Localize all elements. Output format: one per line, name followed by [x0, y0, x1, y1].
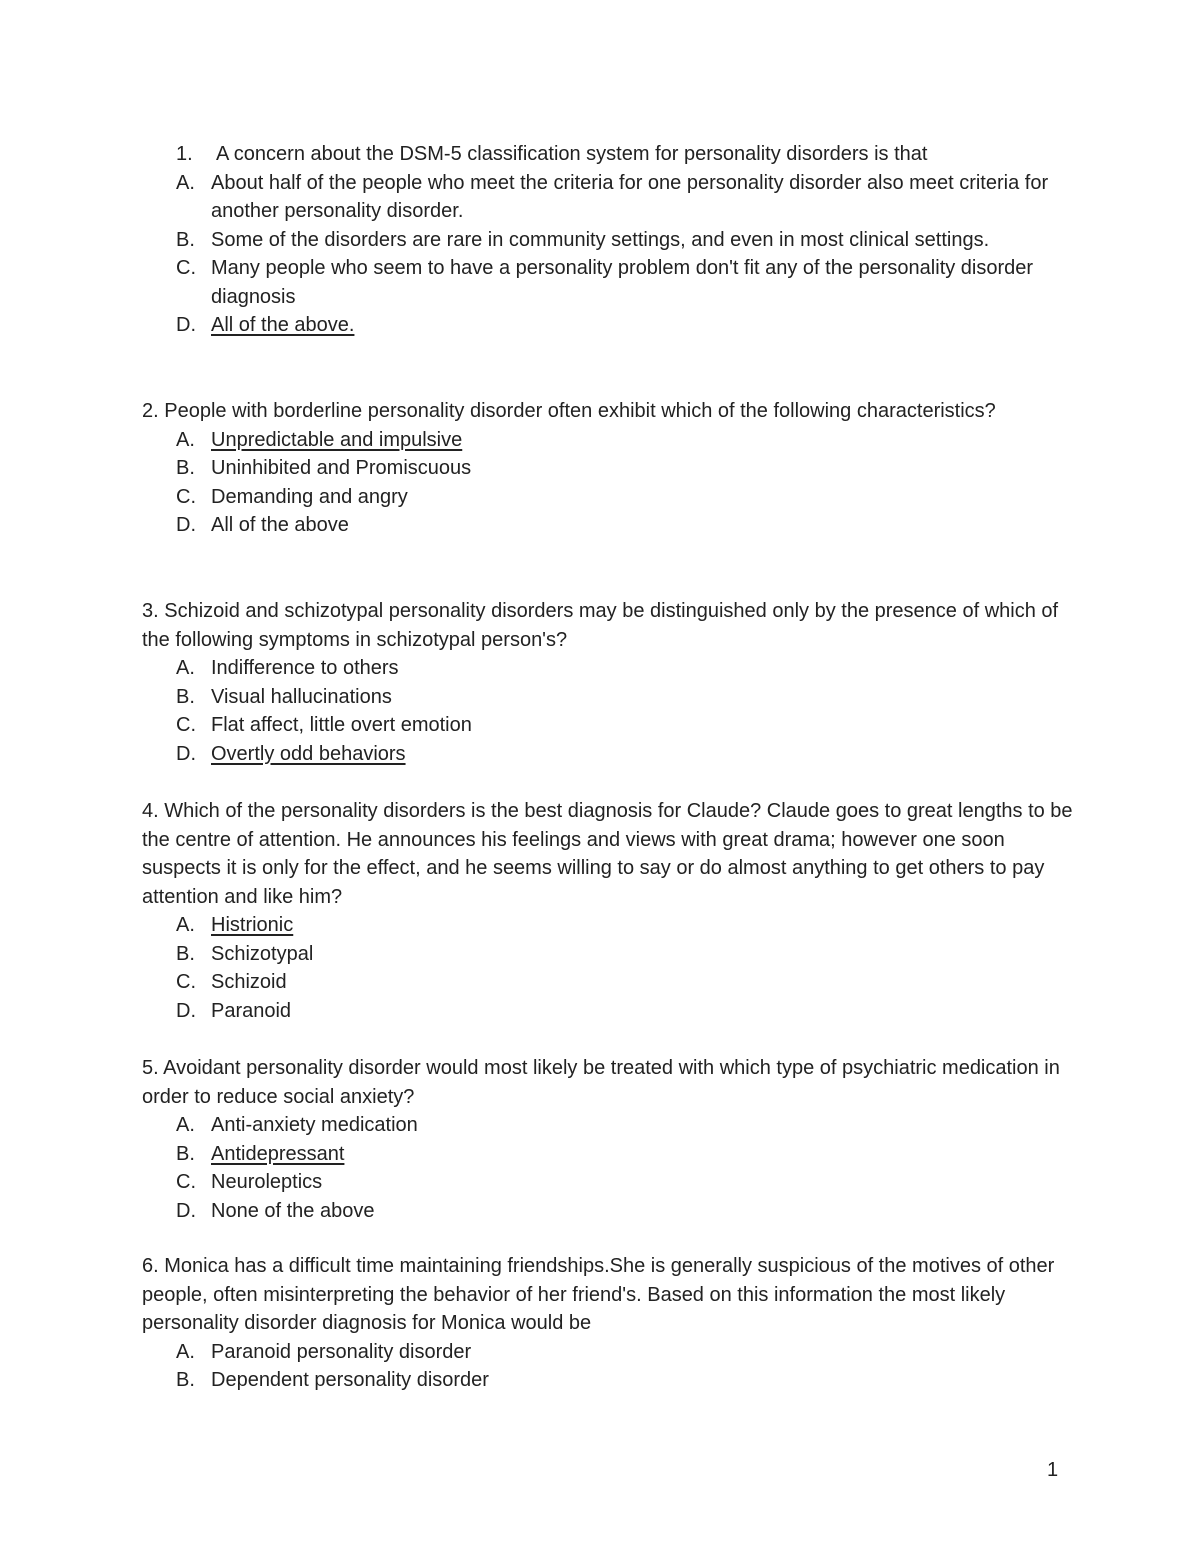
- option-letter: B.: [176, 1142, 195, 1165]
- option-text: Paranoid: [211, 999, 292, 1022]
- option-letter: A.: [176, 428, 195, 451]
- option-text-answer: Unpredictable and impulsive: [211, 428, 463, 451]
- question-3-option-a: [142, 654, 1082, 683]
- option-text-answer: Antidepressant: [211, 1142, 345, 1165]
- option-text: Schizoid: [211, 971, 287, 993]
- question-3-options: [142, 654, 1082, 768]
- option-text-answer: Histrionic: [211, 914, 294, 936]
- option-letter: B.: [176, 1369, 195, 1391]
- option-letter: A.: [176, 914, 195, 936]
- question-4-option-b: [142, 940, 1082, 969]
- question-2: [142, 397, 1082, 540]
- option-letter: D.: [176, 1199, 196, 1222]
- question-6-options: [142, 1338, 1082, 1395]
- option-letter: A.: [176, 1340, 195, 1363]
- question-2-option-a: [142, 426, 1082, 455]
- option-text: Uninhibited and Promiscuous: [211, 457, 472, 479]
- question-5-option-a: [142, 1111, 1082, 1140]
- option-text: Schizotypal: [211, 942, 314, 965]
- question-1: [142, 140, 1082, 340]
- question-2-option-d: [142, 511, 1082, 540]
- question-6-text: 6. Monica has a difficult time maintaining friendships.She is generally suspicious of the motives of other people, often misinterpreting the behavior of her friend's. Based on this information the most likely personality disorder diagnosis for Monica would be: [142, 1255, 1055, 1334]
- option-letter: D.: [176, 514, 196, 536]
- option-text: Some of the disorders are rare in community settings, and even in most clinical settings.: [211, 228, 990, 251]
- question-1-option-d: [142, 311, 1082, 340]
- question-4-text: 4. Which of the personality disorders is the best diagnosis for Claude? Claude goes to great lengths to be the centre of attention. He announces his feelings and views with great drama; however one soon suspects it is only for the effect, and he seems willing to say or do almost anything to get others to pay attention and like him?: [142, 800, 1073, 908]
- question-2-option-b: [142, 454, 1082, 483]
- option-text-answer: Overtly odd behaviors: [211, 742, 406, 765]
- option-text: Dependent personality disorder: [211, 1369, 489, 1391]
- question-1-number: 1.: [176, 143, 193, 165]
- question-4-options: [142, 911, 1082, 1025]
- option-text: Many people who seem to have a personality problem don't fit any of the personality disorder diagnosis: [211, 257, 1034, 308]
- question-5: [142, 1054, 1082, 1225]
- page-number: 1: [1047, 1459, 1059, 1481]
- option-text: Paranoid personality disorder: [211, 1340, 472, 1363]
- question-1-option-c: [142, 254, 1082, 311]
- question-1-text: A concern about the DSM-5 classification system for personality disorders is that: [216, 143, 928, 165]
- question-3: [142, 597, 1082, 768]
- question-4-option-d: [142, 997, 1082, 1026]
- option-letter: C.: [176, 1171, 196, 1193]
- option-letter: A.: [176, 657, 195, 679]
- option-text: Flat affect, little overt emotion: [211, 714, 472, 736]
- option-letter: D.: [176, 999, 196, 1022]
- question-5-option-d: [142, 1197, 1082, 1226]
- option-letter: C.: [176, 971, 196, 993]
- question-3-option-b: [142, 683, 1082, 712]
- question-4: [142, 797, 1082, 1025]
- question-5-text: 5. Avoidant personality disorder would most likely be treated with which type of psychiatric medication in order to reduce social anxiety?: [142, 1057, 1060, 1108]
- question-5-option-c: [142, 1168, 1082, 1197]
- question-3-option-c: [142, 711, 1082, 740]
- question-1-option-a: [142, 169, 1082, 226]
- question-3-option-d: [142, 740, 1082, 769]
- question-1-stem: [142, 140, 1082, 169]
- question-5-options: [142, 1111, 1082, 1225]
- option-text: Indifference to others: [211, 657, 399, 679]
- question-2-text: 2. People with borderline personality disorder often exhibit which of the following characteristics?: [142, 400, 996, 422]
- option-letter: B.: [176, 685, 195, 708]
- option-letter: D.: [176, 742, 196, 765]
- option-letter: B.: [176, 457, 195, 479]
- option-text: Visual hallucinations: [211, 685, 392, 708]
- question-6-option-a: [142, 1338, 1082, 1367]
- question-6: [142, 1252, 1082, 1395]
- option-text: Anti-anxiety medication: [211, 1114, 418, 1136]
- option-text: Neuroleptics: [211, 1171, 323, 1193]
- question-1-options: [142, 169, 1082, 340]
- option-letter: C.: [176, 714, 196, 736]
- question-4-option-a: [142, 911, 1082, 940]
- option-text: Demanding and angry: [211, 485, 408, 508]
- question-3-text: 3. Schizoid and schizotypal personality disorders may be distinguished only by the presence of which of the following symptoms in schizotypal person's?: [142, 600, 1059, 651]
- option-text: All of the above: [211, 514, 349, 536]
- option-text-answer: All of the above.: [211, 314, 355, 336]
- option-letter: C.: [176, 485, 196, 508]
- question-6-option-b: [142, 1366, 1082, 1395]
- question-2-option-c: [142, 483, 1082, 512]
- option-text: None of the above: [211, 1199, 375, 1222]
- option-letter: C.: [176, 257, 196, 279]
- question-2-options: [142, 426, 1082, 540]
- option-letter: A.: [176, 171, 195, 194]
- option-text: About half of the people who meet the criteria for one personality disorder also meet criteria for another personality disorder.: [211, 171, 1049, 222]
- option-letter: A.: [176, 1114, 195, 1136]
- option-letter: B.: [176, 228, 195, 251]
- option-letter: D.: [176, 314, 196, 336]
- question-4-option-c: [142, 968, 1082, 997]
- option-letter: B.: [176, 942, 195, 965]
- question-1-option-b: [142, 226, 1082, 255]
- question-5-option-b: [142, 1140, 1082, 1169]
